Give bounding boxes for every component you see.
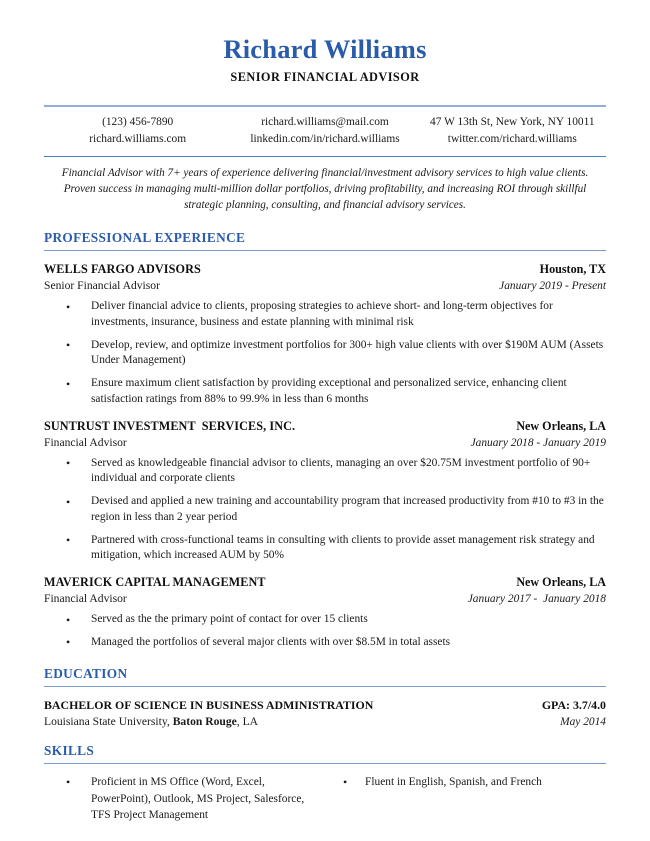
degree-name: BACHELOR OF SCIENCE IN BUSINESS ADMINISTRATION bbox=[44, 698, 374, 713]
section-rule-education bbox=[44, 686, 606, 687]
contact-phone: (123) 456-7890 bbox=[102, 116, 174, 129]
education-entry-subheader bbox=[44, 715, 606, 728]
experience-entry-header bbox=[44, 419, 606, 434]
employer-name: MAVERICK CAPITAL MANAGEMENT bbox=[44, 575, 266, 589]
contact-linkedin[interactable]: linkedin.com/in/richard.williams bbox=[250, 133, 400, 146]
list-item: • Fluent in English, Spanish, and French bbox=[325, 774, 606, 790]
job-responsibility-list bbox=[44, 299, 606, 407]
employer-name: SUNTRUST INVESTMENT SERVICES, INC. bbox=[44, 418, 296, 433]
school-name-prefix: Louisiana State University, bbox=[44, 715, 173, 729]
contact-email[interactable]: richard.williams@mail.com bbox=[261, 116, 389, 129]
header-divider-bottom bbox=[44, 156, 606, 157]
candidate-title: SENIOR FINANCIAL ADVISOR bbox=[230, 70, 420, 85]
list-item: • Ensure maximum client satisfaction by providing exceptional and personalized service, enhancing client satisfaction ratings from 88% to 99.9% in less than 6 months bbox=[44, 376, 606, 407]
school-name-suffix: , LA bbox=[236, 715, 259, 729]
list-item: • Devised and applied a new training and accountability program that increased productivity from #10 to #3 in the region in less than 2 year period bbox=[44, 494, 606, 525]
section-title-experience: PROFESSIONAL EXPERIENCE bbox=[44, 230, 246, 246]
section-title-education: EDUCATION bbox=[44, 666, 128, 682]
job-responsibility-list bbox=[44, 612, 606, 650]
experience-entry-header bbox=[44, 575, 606, 590]
job-dates: January 2017 - January 2018 bbox=[467, 593, 606, 605]
list-item: • Served as knowledgeable financial advisor to clients, managing an over $20.75M investment portfolio of 90+ individual and corporate clients bbox=[44, 456, 606, 487]
professional-summary: Financial Advisor with 7+ years of experience delivering financial/investment advisory services to high value clients. Proven success in managing multi-million dollar portfolios, driving profitability, and increasing ROI through skillful strategic planning, consulting, and financial advisory services. bbox=[61, 167, 589, 212]
candidate-name: Richard Williams bbox=[223, 34, 427, 64]
experience-entry-header bbox=[44, 262, 606, 277]
contact-twitter[interactable]: twitter.com/richard.williams bbox=[447, 133, 577, 146]
skills-column-right bbox=[325, 774, 606, 823]
job-title: Financial Advisor bbox=[44, 435, 127, 449]
contact-website[interactable]: richard.williams.com bbox=[89, 133, 187, 146]
experience-entry-subheader bbox=[44, 436, 606, 449]
graduation-date: May 2014 bbox=[560, 716, 606, 729]
section-rule-skills bbox=[44, 763, 606, 764]
experience-entry-subheader bbox=[44, 279, 606, 292]
school-city: Baton Rouge bbox=[172, 715, 237, 729]
experience-entry bbox=[44, 262, 606, 407]
job-title: Financial Advisor bbox=[44, 592, 127, 605]
skills-column-left bbox=[44, 774, 325, 823]
experience-entry bbox=[44, 575, 606, 650]
contact-block bbox=[44, 116, 606, 145]
list-item: • Develop, review, and optimize investment portfolios for 300+ high value clients with over $190M AUM (Assets Under Management) bbox=[44, 338, 606, 369]
employer-location: New Orleans, LA bbox=[516, 418, 606, 433]
job-dates: January 2019 - Present bbox=[499, 280, 606, 293]
employer-location: New Orleans, LA bbox=[516, 575, 606, 589]
education-entry-header bbox=[44, 698, 606, 713]
experience-entry-subheader bbox=[44, 592, 606, 605]
skills-block bbox=[44, 774, 606, 823]
list-item: • Managed the portfolios of several major clients with over $8.5M in total assets bbox=[44, 635, 606, 651]
gpa-value: GPA: 3.7/4.0 bbox=[541, 698, 606, 713]
employer-name: WELLS FARGO ADVISORS bbox=[44, 262, 201, 277]
school-name bbox=[44, 715, 258, 728]
contact-address: 47 W 13th St, New York, NY 10011 bbox=[430, 116, 595, 129]
list-item: • Served as the the primary point of contact for over 15 clients bbox=[44, 612, 606, 628]
job-title: Senior Financial Advisor bbox=[44, 279, 160, 293]
experience-entry bbox=[44, 419, 606, 564]
list-item: • Proficient in MS Office (Word, Excel, PowerPoint), Outlook, MS Project, Salesforce, TFS Project Management bbox=[44, 774, 325, 823]
job-responsibility-list bbox=[44, 456, 606, 564]
education-entry bbox=[44, 698, 606, 728]
list-item: • Deliver financial advice to clients, proposing strategies to achieve short- and long-term objectives for investments, insurance, business and estate planning with minimal risk bbox=[44, 299, 606, 330]
list-item: • Partnered with cross-functional teams in consulting with clients to provide asset management risk strategy and mitigation, which increased AUM by 50% bbox=[44, 533, 606, 564]
header-divider-top bbox=[44, 105, 606, 107]
section-rule-experience bbox=[44, 250, 606, 251]
job-dates: January 2018 - January 2019 bbox=[470, 436, 606, 449]
section-title-skills: SKILLS bbox=[44, 743, 95, 759]
employer-location: Houston, TX bbox=[539, 262, 606, 277]
